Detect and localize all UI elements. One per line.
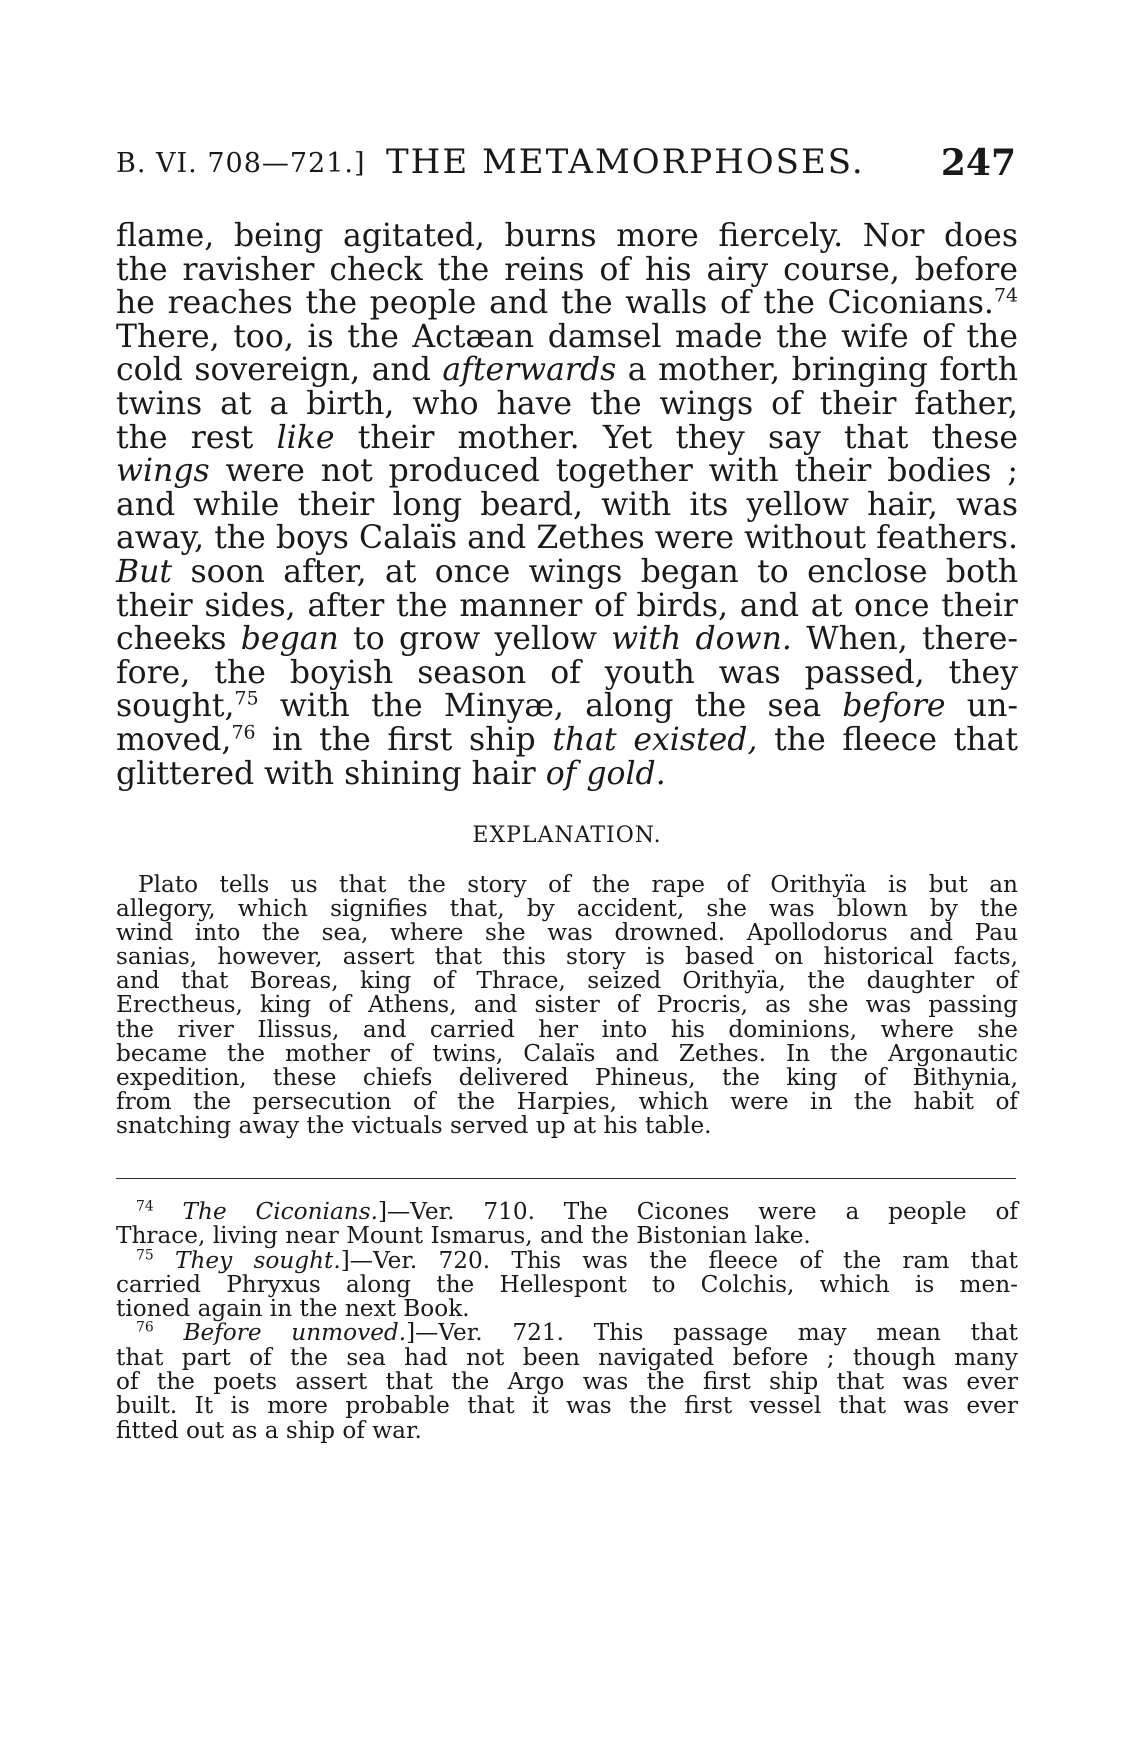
footnote-line: fitted out as a ship of war. xyxy=(116,1416,422,1444)
explanation-line: wind into the sea, where she was drowned. Apollodorus and Pau xyxy=(116,919,1018,947)
explanation-line: the river Ilissus, and carried her into his dominions, where she xyxy=(116,1015,1018,1043)
footnote-ref-75: 75 xyxy=(234,687,259,710)
footnote-ref-76: 76 xyxy=(231,721,256,744)
page-header xyxy=(116,138,1016,198)
footnote-line: of the poets assert that the Argo was the first ship that was ever xyxy=(116,1368,1018,1396)
footnote-74: $^{74}$ The Ciconians.]—Ver. 710. The Cicones were a people of xyxy=(136,1198,1019,1225)
footnote-76: $^{76}$ Before unmoved.]—Ver. 721. This passage may mean that xyxy=(136,1319,1018,1347)
explanation-line: and that Boreas, king of Thrace, seized Orithyïa, the daughter of xyxy=(116,967,1018,995)
explanation-line: sanias, however, assert that this story is based on historical facts, xyxy=(116,943,1018,971)
footnotes xyxy=(116,1200,1018,1443)
text-line: cheeks began to grow yellow with down. When, there- xyxy=(116,621,1019,658)
text-line: and while their long beard, with its yellow hair, was xyxy=(116,486,1018,523)
explanation-line: expedition, these chiefs delivered Phineus, the king of Bithynia, xyxy=(116,1063,1018,1091)
footnote-line: carried Phryxus along the Hellespont to Colchis, which is men- xyxy=(116,1270,1018,1298)
main-text xyxy=(116,220,1018,791)
text-line: he reaches the people and the walls of the Ciconians.$^{74}$ xyxy=(116,284,1018,322)
text-line: glittered with shining hair of gold. xyxy=(116,755,666,792)
footnote-75: $^{75}$ They sought.]—Ver. 720. This was the fleece of the ram that xyxy=(136,1246,1018,1274)
text-line: the ravisher check the reins of his airy course, before xyxy=(116,251,1018,288)
text-line: There, too, is the Actæan damsel made the wife of the xyxy=(116,318,1018,355)
text-line: wings were not produced together with their bodies ; xyxy=(116,453,1018,490)
running-head-title: THE METAMORPHOSES. xyxy=(386,142,865,182)
text-line: sought,$^{75}$ with the Minyæ, along the sea before un- xyxy=(116,687,1018,725)
explanation-line: allegory, which signifies that, by accident, she was blown by the xyxy=(116,895,1018,923)
explanation-line: from the persecution of the Harpies, which were in the habit of xyxy=(116,1087,1018,1115)
footnote-ref-74: 74 xyxy=(993,284,1018,307)
footnote-line: that part of the sea had not been navigated before ; though many xyxy=(116,1343,1018,1371)
text-line: twins at a birth, who have the wings of their father, xyxy=(116,385,1018,422)
text-line: fore, the boyish season of youth was passed, they xyxy=(116,654,1018,691)
footnote-line: Thrace, living near Mount Ismarus, and the Bistonian lake. xyxy=(116,1222,811,1250)
footnote-line: tioned again in the next Book. xyxy=(116,1295,470,1323)
explanation-line: Erectheus, king of Athens, and sister of Procris, as she was passing xyxy=(116,991,1018,1019)
explanation-line: Plato tells us that the story of the rape of Orithyïa is but an xyxy=(138,871,1018,898)
text-line: flame, being agitated, burns more fiercely. Nor does xyxy=(116,218,1018,254)
explanation-line: became the mother of twins, Calaïs and Zethes. In the Argonautic xyxy=(116,1039,1018,1067)
text-line: their sides, after the manner of birds, and at once their xyxy=(116,587,1018,624)
page-number: 247 xyxy=(940,142,1016,184)
footnote-line: built. It is more probable that it was the first vessel that was ever xyxy=(116,1392,1018,1420)
text-line: But soon after, at once wings began to enclose both xyxy=(116,553,1018,590)
explanation-text xyxy=(116,873,1018,1138)
explanation-heading: EXPLANATION. xyxy=(472,823,662,848)
running-head-left: B. VI. 708—721.] xyxy=(116,148,366,179)
text-line: away, the boys Calaïs and Zethes were without feathers. xyxy=(116,520,1018,557)
explanation-line: snatching away the victuals served up at his table. xyxy=(116,1111,712,1139)
text-line: the rest like their mother. Yet they say that these xyxy=(116,419,1019,456)
text-line: moved,$^{76}$ in the first ship that existed, the fleece that xyxy=(116,721,1018,758)
text-line: cold sovereign, and afterwards a mother, bringing forth xyxy=(116,352,1018,389)
footnote-divider xyxy=(116,1178,1016,1179)
